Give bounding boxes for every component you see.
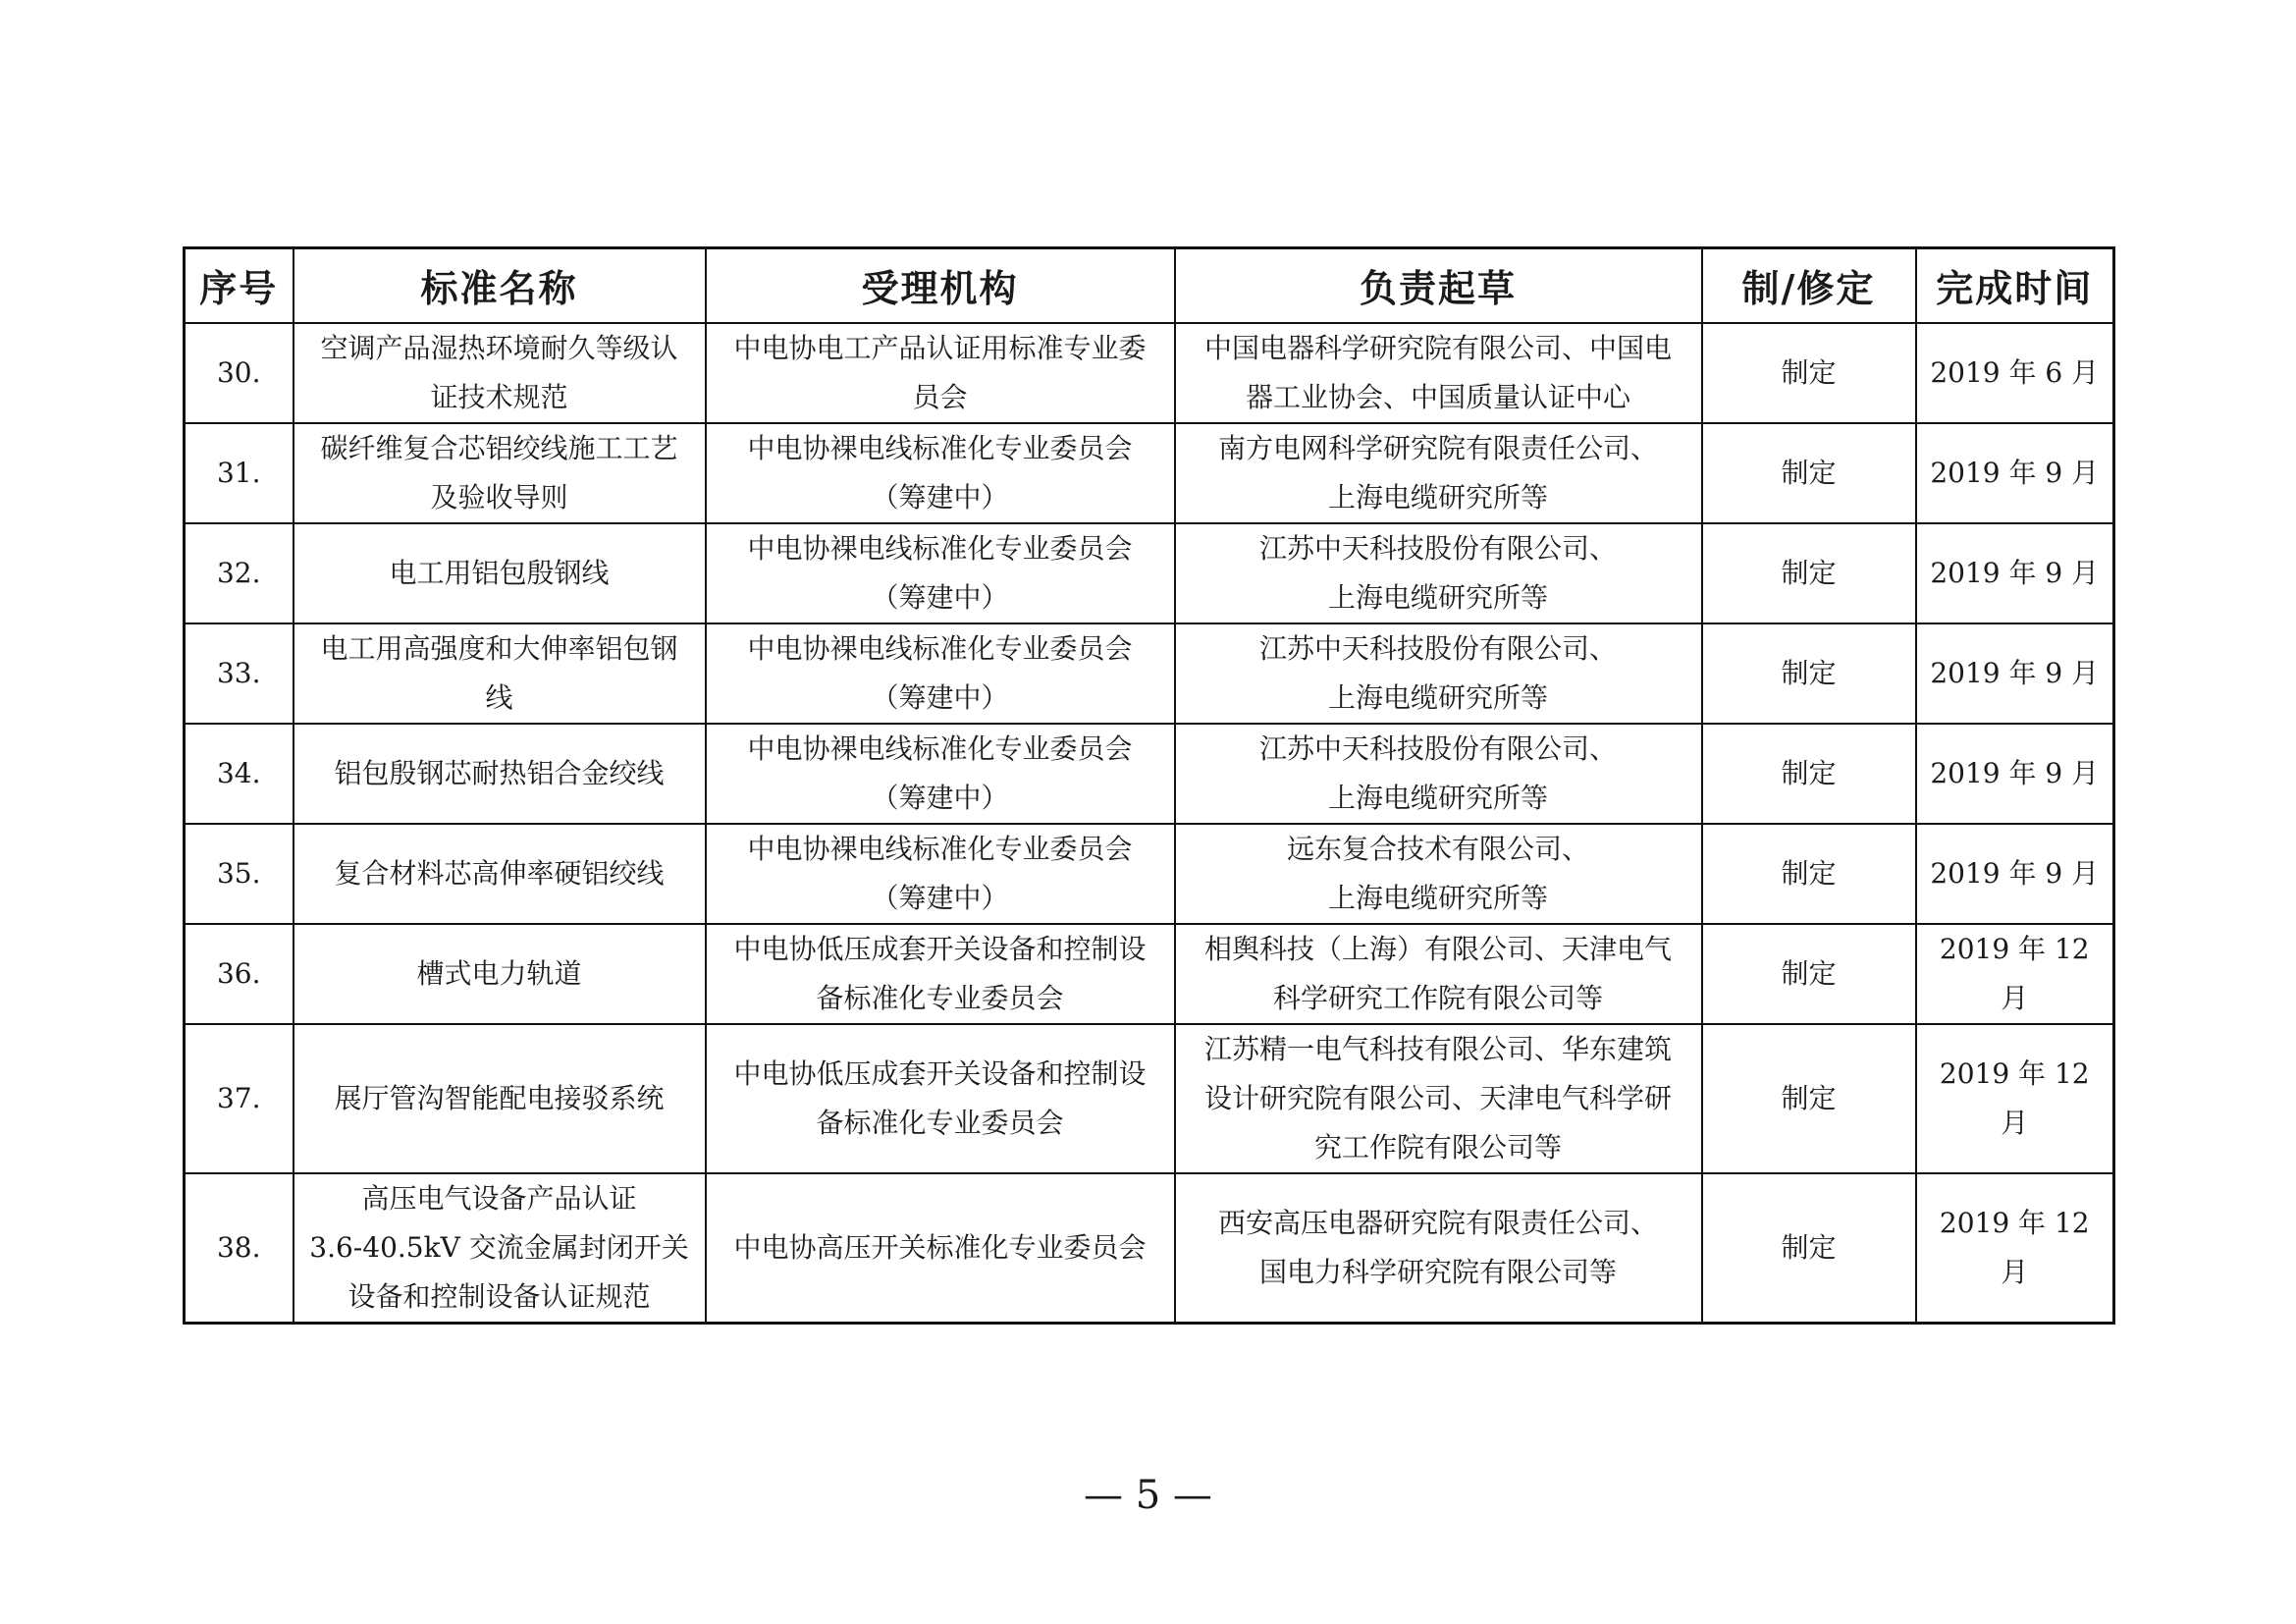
header-serial-number: 序号 [185,248,294,323]
cell-standard-name: 复合材料芯高伸率硬铝绞线 [294,824,706,924]
page-number: — 5 — [1084,1473,1212,1518]
cell-standard-name: 铝包殷钢芯耐热铝合金绞线 [294,724,706,824]
cell-serial-number: 30. [185,323,294,423]
cell-serial-number: 32. [185,523,294,623]
cell-completion-time: 2019 年 6 月 [1916,323,2114,423]
cell-completion-time: 2019 年 12 月 [1916,1024,2114,1173]
cell-accepting-organization: 中电协裸电线标准化专业委员会 （筹建中） [706,523,1175,623]
cell-drafting-organization: 中国电器科学研究院有限公司、中国电 器工业协会、中国质量认证中心 [1175,323,1702,423]
table-row [185,1173,2114,1324]
cell-accepting-organization: 中电协裸电线标准化专业委员会 （筹建中） [706,623,1175,724]
cell-formulation-type: 制定 [1702,924,1916,1024]
cell-accepting-organization: 中电协裸电线标准化专业委员会 （筹建中） [706,724,1175,824]
table-row [185,724,2114,824]
cell-drafting-organization: 江苏中天科技股份有限公司、 上海电缆研究所等 [1175,523,1702,623]
cell-drafting-organization: 西安高压电器研究院有限责任公司、 国电力科学研究院有限公司等 [1175,1173,1702,1324]
cell-completion-time: 2019 年 12 月 [1916,924,2114,1024]
table-row [185,824,2114,924]
cell-formulation-type: 制定 [1702,323,1916,423]
standards-table [183,246,2115,1325]
cell-standard-name: 电工用铝包殷钢线 [294,523,706,623]
table-header-row [185,248,2114,323]
cell-standard-name: 展厅管沟智能配电接驳系统 [294,1024,706,1173]
cell-accepting-organization: 中电协低压成套开关设备和控制设 备标准化专业委员会 [706,924,1175,1024]
cell-formulation-type: 制定 [1702,1173,1916,1324]
cell-accepting-organization: 中电协裸电线标准化专业委员会 （筹建中） [706,423,1175,523]
table-row [185,523,2114,623]
cell-accepting-organization: 中电协电工产品认证用标准专业委 员会 [706,323,1175,423]
cell-serial-number: 33. [185,623,294,724]
cell-standard-name: 高压电气设备产品认证 3.6-40.5kV 交流金属封闭开关 设备和控制设备认证规范 [294,1173,706,1324]
cell-standard-name: 电工用高强度和大伸率铝包钢 线 [294,623,706,724]
cell-accepting-organization: 中电协高压开关标准化专业委员会 [706,1173,1175,1324]
table-row [185,323,2114,423]
header-completion-time: 完成时间 [1916,248,2114,323]
cell-standard-name: 碳纤维复合芯铝绞线施工工艺 及验收导则 [294,423,706,523]
cell-drafting-organization: 江苏中天科技股份有限公司、 上海电缆研究所等 [1175,623,1702,724]
cell-completion-time: 2019 年 12 月 [1916,1173,2114,1324]
header-accepting-organization: 受理机构 [706,248,1175,323]
cell-completion-time: 2019 年 9 月 [1916,824,2114,924]
cell-completion-time: 2019 年 9 月 [1916,623,2114,724]
header-standard-name: 标准名称 [294,248,706,323]
cell-serial-number: 35. [185,824,294,924]
cell-accepting-organization: 中电协低压成套开关设备和控制设 备标准化专业委员会 [706,1024,1175,1173]
cell-completion-time: 2019 年 9 月 [1916,724,2114,824]
cell-drafting-organization: 江苏精一电气科技有限公司、华东建筑 设计研究院有限公司、天津电气科学研 究工作院有限公司等 [1175,1024,1702,1173]
cell-drafting-organization: 远东复合技术有限公司、 上海电缆研究所等 [1175,824,1702,924]
header-formulation-type: 制/修定 [1702,248,1916,323]
cell-drafting-organization: 相舆科技（上海）有限公司、天津电气 科学研究工作院有限公司等 [1175,924,1702,1024]
cell-drafting-organization: 南方电网科学研究院有限责任公司、 上海电缆研究所等 [1175,423,1702,523]
table-row [185,423,2114,523]
table-row [185,623,2114,724]
cell-serial-number: 36. [185,924,294,1024]
cell-formulation-type: 制定 [1702,523,1916,623]
cell-standard-name: 空调产品湿热环境耐久等级认 证技术规范 [294,323,706,423]
cell-completion-time: 2019 年 9 月 [1916,423,2114,523]
table-row [185,1024,2114,1173]
cell-formulation-type: 制定 [1702,1024,1916,1173]
cell-serial-number: 37. [185,1024,294,1173]
cell-formulation-type: 制定 [1702,724,1916,824]
cell-serial-number: 31. [185,423,294,523]
cell-formulation-type: 制定 [1702,824,1916,924]
cell-standard-name: 槽式电力轨道 [294,924,706,1024]
cell-serial-number: 38. [185,1173,294,1324]
cell-accepting-organization: 中电协裸电线标准化专业委员会 （筹建中） [706,824,1175,924]
cell-formulation-type: 制定 [1702,423,1916,523]
table-row [185,924,2114,1024]
cell-drafting-organization: 江苏中天科技股份有限公司、 上海电缆研究所等 [1175,724,1702,824]
cell-formulation-type: 制定 [1702,623,1916,724]
cell-completion-time: 2019 年 9 月 [1916,523,2114,623]
header-drafting-organization: 负责起草 [1175,248,1702,323]
cell-serial-number: 34. [185,724,294,824]
